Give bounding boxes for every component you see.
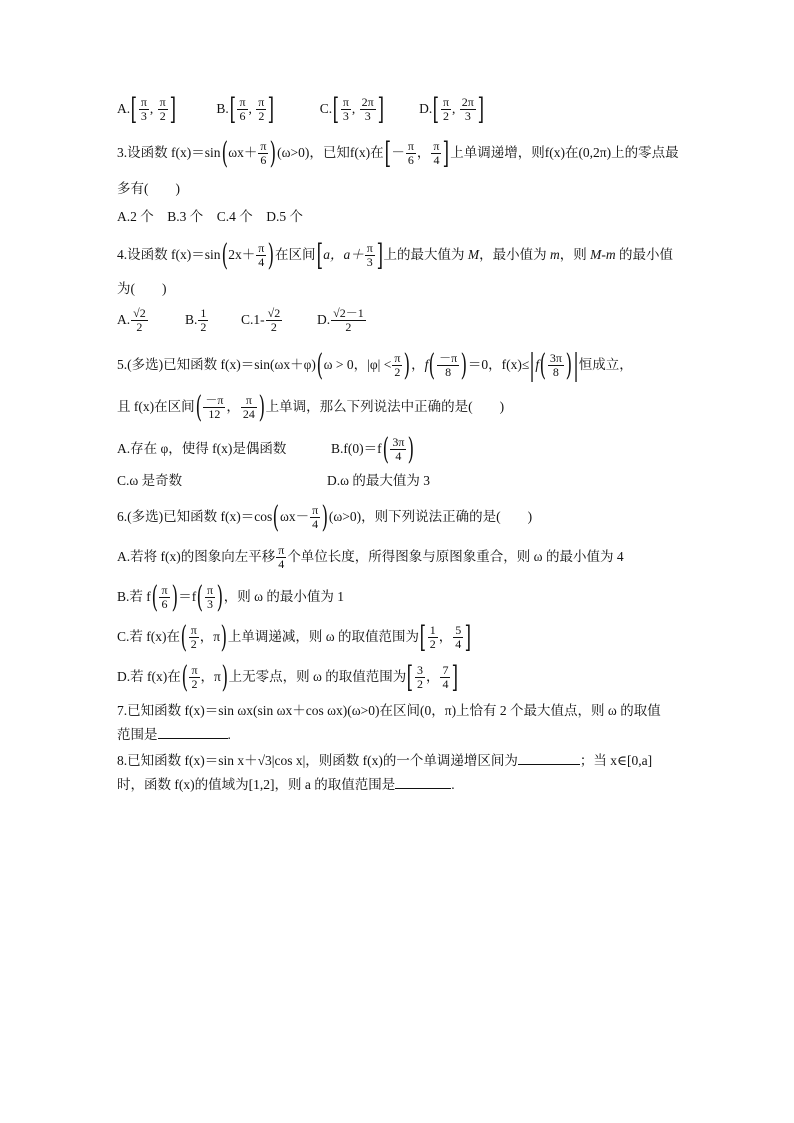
q5-options-ab: A.存在 φ，使得 f(x)是偶函数 B.f(0)＝f( $\frac{3\pi}{4}$ ) xyxy=(117,431,415,467)
q7-stem: 7.已知函数 f(x)＝sin ωx(sin ωx＋cos ωx)(ω>0)在区间(0，π)上恰有 2 个最大值点，则 ω 的取值 xyxy=(117,703,661,718)
q6-stem: 6.(多选)已知函数 f(x)＝cos(ωx－ $\frac{\pi}{4}$ )(ω>0)，则下列说法正确的是( ) xyxy=(117,499,533,535)
q5-options-cd: C.ω 是奇数 D.ω 的最大值为 3 xyxy=(117,473,431,488)
q7-answer-blank[interactable] xyxy=(158,726,228,739)
q3-stem: 3.设函数 f(x)＝sin(ωx＋ $\frac{\pi}{6}$ )(ω>0)，已知f(x)在[－ $\frac{\pi}{6}$ ， $\frac{\pi}{4}$ ]上单调递增，则f(x)在(0,2π)上的零点最 xyxy=(117,135,679,171)
q6-option-d: D.若 f(x)在( $\frac{\pi}{2}$ ，π)上无零点，则 ω 的取值范围为[ $\frac{3}{2}$ ， $\frac{7}{4}$ ] xyxy=(117,659,459,695)
q6-option-a: A.若将 f(x)的图象向左平移 $\frac{\pi}{4}$ 个单位长度，所得图象与原图象重合，则 ω 的最小值为 4 xyxy=(117,543,624,572)
q8-answer-blank-2[interactable] xyxy=(395,776,451,789)
q6-option-b: B.若 f( $\frac{\pi}{6}$ )＝f( $\frac{\pi}{3}$ )，则 ω 的最小值为 1 xyxy=(117,579,345,615)
q3-options: A.2 个 B.3 个 C.4 个 D.5 个 xyxy=(117,209,304,224)
q5-stem-line2: 且 f(x)在区间( $\frac{-\pi}{12}$ ， $\frac{\pi}{24}$ )上单调，那么下列说法中正确的是( ) xyxy=(117,389,505,425)
q2-option-a: A.[ $\frac{\pi}{3}$ , $\frac{\pi}{2}$ ] xyxy=(117,91,176,127)
q4-options: A. $\frac{√2}{2}$ B. $\frac{1}{2}$ C.1- $\frac{√2}{2}$ D. $\frac{√2-1}{2}$ xyxy=(117,306,364,335)
q4-stem: 4.设函数 f(x)＝sin(2x＋ $\frac{\pi}{4}$ )在区间[a，a＋ $\frac{\pi}{3}$ ]上的最大值为 M，最小值为 m，则 M-m 的最小值 xyxy=(117,237,673,273)
q8-stem: 8.已知函数 f(x)＝sin x＋√3|cos x|，则函数 f(x)的一个单调递增区间为 ；当 x∈[0,a] xyxy=(117,753,653,768)
q2-option-c: C.[ $\frac{\pi}{3}$ , $\frac{2\pi}{3}$ ] xyxy=(319,91,384,127)
q7-stem-line2: 范围是 . xyxy=(117,727,231,742)
q5-stem: 5.(多选)已知函数 f(x)＝sin(ωx＋φ)(ω > 0，|φ| < $\frac{\pi}{2}$ )，f( $\frac{-\pi}{8}$ )＝0，f(x)≤|f( $\frac{3\pi}{8}$ )|恒成立， xyxy=(117,347,633,383)
q2-option-d: D.[ $\frac{\pi}{2}$ , $\frac{2\pi}{3}$ ] xyxy=(419,91,484,127)
q2-option-b: B.[ $\frac{\pi}{6}$ , $\frac{\pi}{2}$ ] xyxy=(216,91,275,127)
worksheet xyxy=(117,92,682,796)
q3-stem-line2: 多有( ) xyxy=(117,181,180,196)
q4-stem-line2: 为( ) xyxy=(117,281,167,296)
q8-answer-blank-1[interactable] xyxy=(518,752,580,765)
q2-options xyxy=(117,92,682,126)
q6-option-c: C.若 f(x)在( $\frac{\pi}{2}$ ，π)上单调递减，则 ω 的取值范围为[ $\frac{1}{2}$ ， $\frac{5}{4}$ ] xyxy=(117,619,472,655)
q8-stem-line2: 时，函数 f(x)的值域为[1,2]，则 a 的取值范围是 . xyxy=(117,777,455,792)
